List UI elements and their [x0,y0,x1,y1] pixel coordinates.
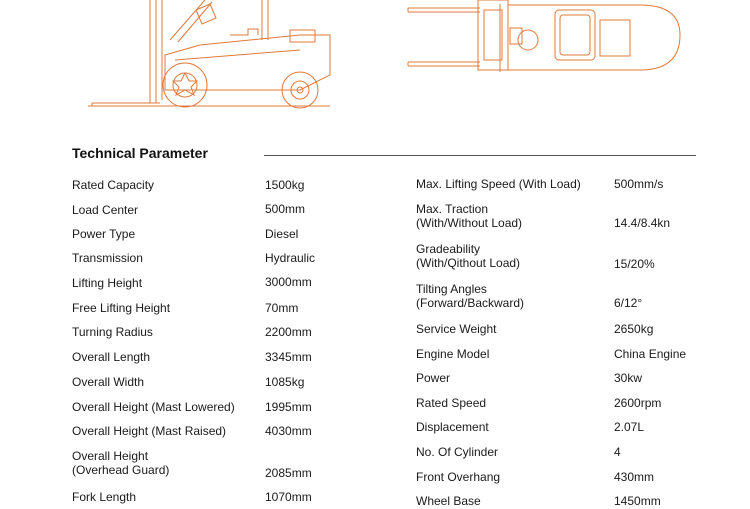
spec-value: 500mm [265,202,306,216]
spec-label: Load Center [72,203,139,217]
spec-value: 430mm [614,470,655,484]
spec-label: Fork Length [72,490,137,504]
spec-value: 6/12° [614,296,643,310]
spec-value: 4 [614,445,621,459]
spec-label-line2: (With/Qithout Load) [416,256,521,270]
spec-label-line2: (Overhead Guard) [72,463,170,477]
spec-label: Overall Width [72,375,145,389]
spec-value: Hydraulic [265,251,316,265]
spec-label: Power [416,371,451,385]
spec-value: 1995mm [265,400,312,414]
spec-label: No. Of Cylinder [416,445,499,459]
spec-value: 1500kg [265,178,305,192]
spec-value: 2200mm [265,325,312,339]
spec-value: 1070mm [265,490,312,504]
spec-value: 14.4/8.4kn [614,216,671,230]
spec-label: Gradeability [416,242,481,256]
spec-label: Max. Lifting Speed (With Load) [416,177,581,191]
spec-label-line2: (With/Without Load) [416,216,523,230]
spec-value: 15/20% [614,257,655,271]
spec-label: Turning Radius [72,325,153,339]
spec-label: Power Type [72,227,136,241]
spec-label: Max. Traction [416,202,489,216]
spec-label: Overall Height (Mast Raised) [72,424,227,438]
spec-value: 4030mm [265,424,312,438]
spec-value: 2085mm [265,466,312,480]
spec-value: 3345mm [265,350,312,364]
spec-value: 3000mm [265,275,312,289]
spec-value: 2.07L [614,420,645,434]
spec-label: Overall Height (Mast Lowered) [72,400,235,414]
spec-label: Lifting Height [72,276,143,290]
spec-label: Service Weight [416,322,497,336]
spec-value: 2650kg [614,322,654,336]
spec-value: 30kw [614,371,643,385]
spec-label: Rated Capacity [72,178,155,192]
spec-value: Diesel [265,227,299,241]
spec-label: Tilting Angles [416,282,487,296]
spec-value: China Engine [614,347,687,361]
spec-label: Transmission [72,251,143,265]
spec-value: 1085kg [265,375,305,389]
spec-value: 1450mm [614,494,661,508]
spec-label: Front Overhang [416,470,501,484]
spec-label: Overall Height [72,449,149,463]
spec-label: Overall Length [72,350,151,364]
spec-value: 70mm [265,301,299,315]
spec-label: Engine Model [416,347,490,361]
spec-label-line2: (Forward/Backward) [416,296,525,310]
spec-label: Displacement [416,420,489,434]
section-title: Technical Parameter [72,145,208,161]
spec-label: Free Lifting Height [72,301,171,315]
spec-value: 2600rpm [614,396,662,410]
spec-label: Wheel Base [416,494,481,508]
spec-label: Rated Speed [416,396,487,410]
spec-value: 500mm/s [614,177,664,191]
